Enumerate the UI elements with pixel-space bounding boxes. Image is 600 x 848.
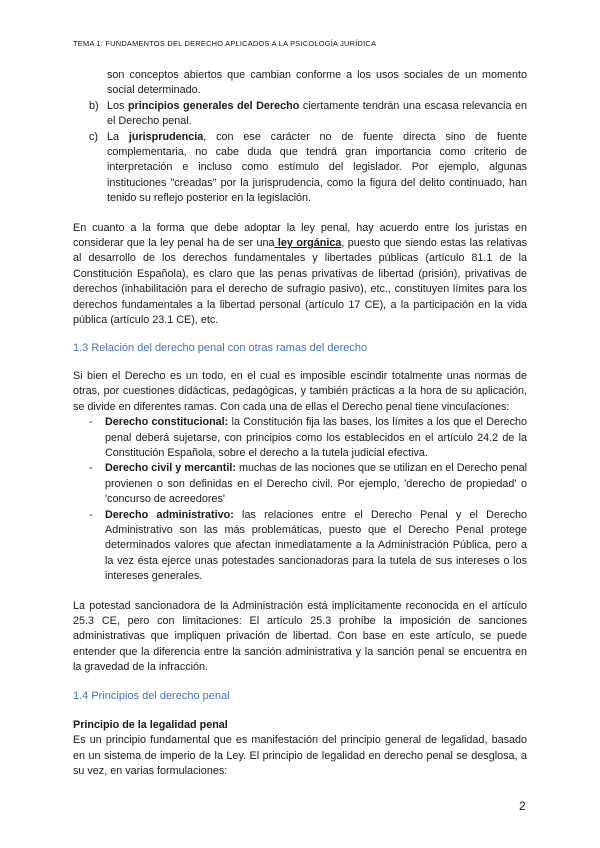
section-heading: 1.3 Relación del derecho penal con otras ramas del derecho [73,341,368,354]
text-run: las relaciones entre el Derecho Penal y el Derecho Administrativo son las más problemáticas, puesto que el Derecho Penal protege determinados valores que afectan inmediatamente a la Administración Pública, pero a la vez ésta ejerce unas potestades sancionadoras para la tutela de sus intereses o los intereses generales. [105,508,527,583]
section-heading: 1.4 Principios del derecho penal [73,689,230,702]
text-run: , con ese carácter no de fuente directa sino de fuente complementaria, no cabe duda que tendrá gran importancia como criterio de interpretación e incluso como estímulo del legislador. Por ejemplo, algunas instituciones "creadas" por la jurisprudencia, como la figura del delito continuado, han tenido su reflejo posterior en la legislación. [107,130,527,205]
subheading: Principio de la legalidad penal [73,719,228,732]
list-marker: - [89,416,93,429]
list-item-text [105,415,527,461]
paragraph-potestad: La potestad sancionadora de la Administración está implícitamente reconocida en el artículo 25.3 CE, pero con limitaciones: El artículo 25.3 prohíbe la imposición de sanciones administrativas que impliquen privación de libertad. Con base en este artículo, se puede entender que la diferencia entre la sanción administrativa y la sanción penal se encuentra en la gravedad de la infracción. [73,599,527,674]
text-run: ciertamente tendrán una escasa relevancia en el Derecho penal. [107,99,527,128]
text-run: , puesto que siendo estas las relativas al desarrollo de los derechos fundamentales y libertades públicas (artículo 81.1 de la Constitución Española), es claro que las penas privativas de libertad (prisión), privativas de derechos (inhabilitación para el derecho de sufragio pasivo), etc., constituyen límites para los derechos fundamentales a la libertad personal (artículo 17 CE), a la participación en la vida pública (artículo 23.1 CE), etc. [73,237,527,327]
list-item [73,130,527,207]
bold-term: Derecho civil y mercantil: [105,462,236,475]
bold-term: ley orgánica [274,237,342,250]
paragraph-legalidad: Es un principio fundamental que es manifestación del principio general de legalidad, basado en un sistema de imperio de la Ley. El principio de legalidad en derecho penal se desglosa, a su vez, en varias formulaciones: [73,734,527,778]
list-marker: c) [89,130,98,143]
list-marker: - [89,508,93,521]
text-run: muchas de las nociones que se utilizan en el Derecho penal provienen o son definidas en el Derecho civil. Por ejemplo, 'derecho de propiedad' o 'concurso de acreedores' [105,462,527,506]
bold-term: principios generales del Derecho [127,99,300,112]
text-run: En cuanto a la forma que debe adoptar la ley penal, hay acuerdo entre los juristas en considerar que la ley penal ha de ser una [73,221,527,250]
list-item [73,99,527,130]
paragraph-relacion: Si bien el Derecho es un todo, en el cual es imposible escindir totalmente unas normas de otras, por cuestiones didácticas, pedagógicas, y también prácticas a la hora de su aplicación, se divide en diferentes ramas. Con cada una de ellas el Derecho penal tiene vinculaciones: [73,369,527,413]
list-marker: b) [89,99,99,112]
list-item [73,415,527,461]
list-item [73,508,527,585]
text-run: Los [107,99,128,112]
list-item-text [105,461,527,507]
list-item [73,461,527,507]
list-item-text [105,508,527,585]
page-content [73,68,527,780]
sources-list [73,99,527,207]
list-item-text [107,130,527,207]
bold-term: Derecho constitucional: [105,416,229,429]
list-item-text [107,99,527,130]
list-marker: - [89,462,93,475]
bold-term: jurisprudencia [128,130,204,143]
continuation-text: son conceptos abiertos que cambian conforme a los usos sociales de un momento social determinado. [107,69,527,97]
paragraph-ley-organica [73,221,527,329]
page-number: 2 [519,799,526,813]
text-run: La [107,130,129,143]
bold-term: Derecho administrativo: [105,508,234,521]
running-header: TEMA 1: FUNDAMENTOS DEL DERECHO APLICADOS A LA PSICOLOGÍA JURÍDICA [73,39,377,48]
text-run: la Constitución fija las bases, los límites a los que el Derecho penal deberá sujetarse, con principios como los establecidos en el artículo 24.2 de la Constitución Española, sobre el derecho a la tutela judicial efectiva. [105,416,528,459]
branches-list [73,415,527,584]
